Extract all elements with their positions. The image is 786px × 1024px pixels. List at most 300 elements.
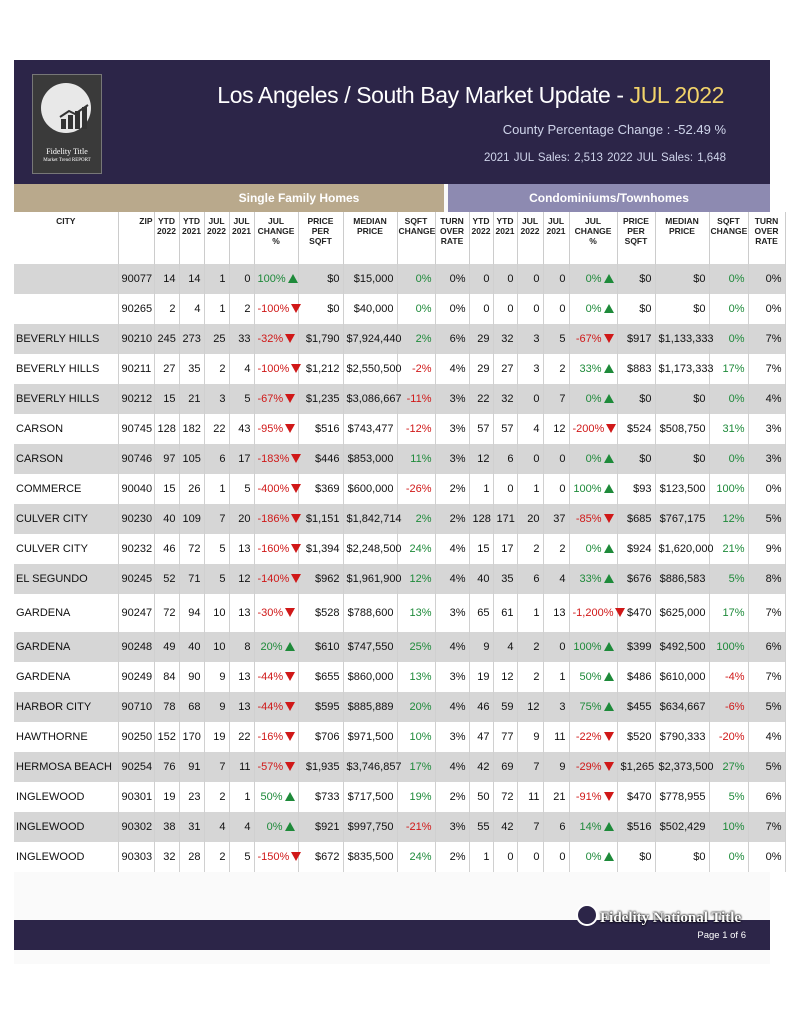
cell-value: 35 (188, 363, 201, 375)
condo-ytd-2021-cell (493, 384, 517, 414)
cell-value: 13 (238, 607, 251, 619)
logo-text (35, 147, 99, 165)
cell-value: -6% (724, 701, 745, 713)
cell-value: 21% (722, 543, 745, 555)
ytd-2021-cell (179, 632, 204, 662)
zip-cell (118, 294, 154, 324)
ytd-2021-cell (179, 354, 204, 384)
cell-value: 10% (409, 731, 432, 743)
arrow-up-icon (285, 822, 295, 831)
cell-value: 13 (238, 701, 251, 713)
cell-value: 8 (244, 641, 251, 653)
cell-value: $634,667 (659, 701, 706, 713)
cell-value: 2% (449, 513, 466, 525)
cell-value: 0% (585, 303, 602, 315)
condo-sqft-change-cell (709, 474, 748, 504)
cell-value: $0 (639, 851, 652, 863)
jul-2021-cell (229, 564, 254, 594)
cell-value: 2 (533, 641, 540, 653)
condo-price-per-sqft-cell (617, 264, 655, 294)
cell-value: 0% (449, 273, 466, 285)
cell-value: -26% (405, 483, 432, 495)
cell-value: 61 (501, 607, 514, 619)
cell-value: $886,583 (659, 573, 706, 585)
jul-change-cell (254, 474, 298, 504)
title-month: JUL 2022 (629, 82, 724, 108)
cell-value: 32 (501, 393, 514, 405)
cell-value: 77 (501, 731, 514, 743)
cell-value: 71 (188, 573, 201, 585)
cell-value: $455 (627, 701, 652, 713)
sales-summary: 2021 JUL Sales: 2,513 2022 JUL Sales: 1,648 (483, 152, 726, 164)
cell-value: $3,746,857 (346, 761, 402, 773)
cell-value: $860,000 (347, 671, 394, 683)
ytd-2022-cell (154, 414, 179, 444)
condo-jul-2022-cell (517, 474, 543, 504)
condo-jul-2021-cell (543, 474, 569, 504)
condo-jul-change-cell (569, 294, 617, 324)
condo-turnover-cell (748, 662, 785, 692)
condo-jul-change-cell (569, 842, 617, 872)
condo-ytd-2021-cell (493, 534, 517, 564)
cell-value: 31 (188, 821, 201, 833)
condo-price-per-sqft-cell (617, 692, 655, 722)
jul-change-cell (254, 594, 298, 632)
cell-value: 0% (765, 483, 782, 495)
table-row (14, 842, 785, 872)
turnover-cell (435, 324, 469, 354)
cell-value: 84 (163, 671, 176, 683)
cell-value: 1 (219, 303, 226, 315)
cell-value: 68 (188, 701, 201, 713)
cell-value: 72 (501, 791, 514, 803)
cell-value: 4 (533, 423, 540, 435)
cell-value: $0 (693, 273, 706, 285)
condo-jul-2022-cell (517, 444, 543, 474)
cell-value: 20% (260, 641, 283, 653)
price-per-sqft-cell (298, 324, 343, 354)
condo-jul-change-cell (569, 812, 617, 842)
cell-value: $93 (633, 483, 652, 495)
median-price-cell (343, 444, 397, 474)
cell-value: $508,750 (659, 423, 706, 435)
condo-median-price-cell (655, 414, 709, 444)
cell-value: 29 (477, 363, 490, 375)
jul-change-cell (254, 662, 298, 692)
condo-turnover-cell (748, 632, 785, 662)
cell-value: 128 (157, 423, 176, 435)
cell-value: 5% (765, 513, 782, 525)
jul-2022-cell (204, 474, 229, 504)
condo-sqft-change-cell (709, 444, 748, 474)
cell-value: 0 (507, 273, 514, 285)
cell-value: 0 (559, 641, 566, 653)
turnover-cell (435, 264, 469, 294)
cell-value: $885,889 (347, 701, 394, 713)
cell-value: 4 (559, 573, 566, 585)
ytd-2022-cell (154, 632, 179, 662)
table-row (14, 324, 785, 354)
cell-value: -200% (572, 423, 605, 435)
cell-value: 0 (507, 483, 514, 495)
jul-2021-cell (229, 504, 254, 534)
col-header: YTD 2022 (154, 212, 179, 264)
jul-change-cell (254, 444, 298, 474)
cell-value: 78 (163, 701, 176, 713)
cell-value: $1,620,000 (658, 543, 714, 555)
price-per-sqft-cell (298, 294, 343, 324)
condo-price-per-sqft-cell (617, 474, 655, 504)
condo-ytd-2022-cell (469, 564, 493, 594)
cell-value: 90230 (121, 513, 153, 525)
cell-value: 19% (409, 791, 432, 803)
ytd-2021-cell (179, 722, 204, 752)
cell-value: 2 (533, 543, 540, 555)
condo-jul-2021-cell (543, 414, 569, 444)
cell-value: 11 (554, 731, 566, 743)
condo-ytd-2022-cell (469, 692, 493, 722)
condo-ytd-2022-cell (469, 812, 493, 842)
condo-jul-2022-cell (517, 722, 543, 752)
median-price-cell (343, 534, 402, 564)
arrow-down-icon (606, 424, 616, 433)
condo-ytd-2021-cell (493, 812, 517, 842)
cell-value: 19 (163, 791, 176, 803)
cell-value: 23 (188, 791, 201, 803)
cell-value: 5% (765, 701, 782, 713)
arrow-down-icon (285, 702, 295, 711)
condo-ytd-2021-cell (493, 444, 517, 474)
cell-value: $0 (639, 303, 652, 315)
arrow-down-icon (291, 852, 301, 861)
condo-jul-2022-cell (517, 354, 543, 384)
sqft-change-cell (397, 594, 435, 632)
ytd-2022-cell (154, 812, 179, 842)
jul-2021-cell (229, 662, 254, 692)
condo-jul-change-cell (569, 722, 617, 752)
condo-jul-2021-cell (543, 594, 569, 632)
cell-value: INGLEWOOD (16, 791, 85, 803)
ytd-2021-cell (179, 564, 204, 594)
cell-value: 4% (449, 573, 466, 585)
condo-turnover-cell (748, 504, 785, 534)
cell-value: 0% (585, 851, 602, 863)
turnover-cell (435, 692, 469, 722)
arrow-up-icon (604, 544, 614, 553)
condo-jul-change-cell (569, 692, 617, 722)
median-price-cell (343, 384, 402, 414)
cell-value: $7,924,440 (346, 333, 402, 345)
cell-value: 109 (182, 513, 201, 525)
median-price-cell (343, 414, 397, 444)
zip-cell (118, 474, 154, 504)
cell-value: $778,955 (659, 791, 706, 803)
cell-value: 3% (449, 821, 466, 833)
cell-value: 21 (188, 393, 201, 405)
arrow-up-icon (604, 274, 614, 283)
price-per-sqft-cell (298, 414, 343, 444)
condo-jul-2022-cell (517, 534, 543, 564)
cell-value: 32 (163, 851, 176, 863)
sqft-change-cell (397, 324, 435, 354)
city-cell (14, 632, 118, 662)
ytd-2021-cell (179, 324, 204, 354)
cell-value: INGLEWOOD (16, 851, 85, 863)
arrow-down-icon (291, 484, 301, 493)
price-per-sqft-cell (298, 504, 343, 534)
table-row (14, 632, 785, 662)
cell-value: $747,550 (347, 641, 394, 653)
cell-value: 76 (163, 761, 176, 773)
zip-cell (118, 564, 154, 594)
condo-price-per-sqft-cell (617, 632, 655, 662)
cell-value: 5 (244, 851, 251, 863)
cell-value: 7 (219, 513, 226, 525)
sqft-change-cell (397, 782, 435, 812)
condo-turnover-cell (748, 722, 785, 752)
condo-ytd-2021-cell (493, 324, 517, 354)
condo-jul-change-cell (569, 444, 617, 474)
cell-value: 7% (765, 821, 782, 833)
jul-change-cell (254, 752, 298, 782)
page-number: Page 1 of 6 (697, 930, 746, 941)
ytd-2022-cell (154, 264, 179, 294)
col-header: JUL 2021 (229, 212, 254, 264)
condo-ytd-2022-cell (469, 782, 493, 812)
cell-value: 6 (559, 821, 566, 833)
condo-median-price-cell (655, 632, 709, 662)
condo-jul-change-cell (569, 354, 617, 384)
cell-value: $924 (627, 543, 652, 555)
chart-emblem-icon (41, 83, 91, 133)
turnover-cell (435, 444, 469, 474)
city-cell (14, 662, 118, 692)
turnover-cell (435, 812, 469, 842)
price-per-sqft-cell (298, 842, 343, 872)
cell-value: $1,394 (305, 543, 340, 555)
turnover-cell (435, 842, 469, 872)
col-header: SQFT CHANGE (397, 212, 435, 264)
cell-value: $610 (315, 641, 340, 653)
jul-2022-cell (204, 662, 229, 692)
cell-value: 0% (415, 273, 432, 285)
cell-value: -20% (718, 731, 745, 743)
cell-value: HARBOR CITY (16, 701, 92, 713)
condo-jul-2022-cell (517, 414, 543, 444)
ytd-2021-cell (179, 752, 204, 782)
table-row (14, 474, 785, 504)
zip-cell (118, 722, 154, 752)
cell-value: 3% (449, 393, 466, 405)
ytd-2022-cell (154, 692, 179, 722)
cell-value: 7 (533, 821, 540, 833)
jul-2021-cell (229, 594, 254, 632)
seal-icon (576, 904, 598, 926)
condo-turnover-cell (748, 474, 785, 504)
fidelity-national-title-logo (576, 904, 741, 927)
cell-value: $516 (627, 821, 652, 833)
cell-value: $962 (315, 573, 340, 585)
condo-jul-change-cell (569, 324, 617, 354)
condo-ytd-2021-cell (493, 594, 517, 632)
arrow-down-icon (604, 732, 614, 741)
condo-ytd-2021-cell (493, 692, 517, 722)
footer-brand: Fidelity National Title (600, 910, 742, 926)
cell-value: 0 (533, 273, 540, 285)
table-row (14, 534, 785, 564)
condo-ytd-2022-cell (469, 752, 493, 782)
condo-jul-2022-cell (517, 692, 543, 722)
ytd-2022-cell (154, 752, 179, 782)
cell-value: 2 (533, 671, 540, 683)
condo-ytd-2021-cell (493, 564, 517, 594)
table-row (14, 354, 785, 384)
cell-value: $524 (627, 423, 652, 435)
condo-ytd-2021-cell (493, 752, 517, 782)
cell-value: $2,248,500 (346, 543, 402, 555)
sqft-change-cell (397, 534, 435, 564)
turnover-cell (435, 384, 469, 414)
cell-value: $921 (315, 821, 340, 833)
cell-value: 17 (238, 453, 251, 465)
cell-value: 2 (169, 303, 176, 315)
cell-value: 3% (449, 453, 466, 465)
condo-jul-2022-cell (517, 662, 543, 692)
table-row (14, 722, 785, 752)
cell-value: -12% (405, 423, 432, 435)
jul-change-cell (254, 782, 298, 812)
cell-value: 20 (238, 513, 251, 525)
condo-turnover-cell (748, 812, 785, 842)
price-per-sqft-cell (298, 692, 343, 722)
cell-value: 17 (501, 543, 514, 555)
turnover-cell (435, 354, 469, 384)
condo-jul-change-cell (569, 384, 617, 414)
cell-value: -16% (257, 731, 284, 743)
ytd-2021-cell (179, 812, 204, 842)
condo-jul-2022-cell (517, 324, 543, 354)
cell-value: HAWTHORNE (16, 731, 88, 743)
cell-value: 6 (507, 453, 514, 465)
cell-value: 22 (238, 731, 251, 743)
arrow-up-icon (288, 274, 298, 283)
cell-value: 14 (188, 273, 201, 285)
arrow-down-icon (285, 394, 295, 403)
table-row (14, 692, 785, 722)
cell-value: 25 (213, 333, 226, 345)
condo-ytd-2022-cell (469, 414, 493, 444)
ytd-2021-cell (179, 692, 204, 722)
table-row (14, 414, 785, 444)
cell-value: -100% (257, 303, 290, 315)
cell-value: $3,086,667 (346, 393, 402, 405)
cell-value: 20 (527, 513, 540, 525)
jul-2021-cell (229, 444, 254, 474)
cell-value: 105 (182, 453, 201, 465)
cell-value: $917 (627, 333, 652, 345)
cell-value: 1 (533, 607, 540, 619)
condo-ytd-2021-cell (493, 294, 517, 324)
arrow-down-icon (291, 304, 301, 313)
condo-jul-2021-cell (543, 782, 569, 812)
arrow-down-icon (285, 672, 295, 681)
ytd-2021-cell (179, 474, 204, 504)
cell-value: 3 (559, 701, 566, 713)
jul-change-cell (254, 842, 298, 872)
ytd-2022-cell (154, 474, 179, 504)
condo-ytd-2022-cell (469, 534, 493, 564)
cell-value: 55 (477, 821, 490, 833)
jul-2021-cell (229, 474, 254, 504)
jul-change-cell (254, 354, 298, 384)
jul-2022-cell (204, 504, 229, 534)
city-cell (14, 594, 118, 632)
col-header: JUL CHANGE % (569, 212, 617, 264)
cell-value: 9 (219, 701, 226, 713)
price-per-sqft-cell (298, 752, 343, 782)
median-price-cell (343, 842, 397, 872)
cell-value: BEVERLY HILLS (16, 393, 100, 405)
cell-value: 90247 (121, 607, 153, 619)
cell-value: 9 (483, 641, 490, 653)
price-per-sqft-cell (298, 632, 343, 662)
cell-value: 1 (244, 791, 251, 803)
ytd-2022-cell (154, 564, 179, 594)
bar-chart-icon (59, 105, 89, 129)
cell-value: 3 (219, 393, 226, 405)
cell-value: CULVER CITY (16, 513, 88, 525)
cell-value: -140% (257, 573, 290, 585)
price-per-sqft-cell (298, 812, 343, 842)
zip-cell (118, 594, 154, 632)
cell-value: 4 (507, 641, 514, 653)
table-row (14, 752, 785, 782)
ytd-2021-cell (179, 662, 204, 692)
condo-price-per-sqft-cell (617, 354, 655, 384)
cell-value: 22 (477, 393, 490, 405)
cell-value: 75% (579, 701, 602, 713)
cell-value: 90210 (121, 333, 153, 345)
cell-value: 13 (238, 543, 251, 555)
cell-value: -400% (257, 483, 290, 495)
arrow-up-icon (285, 642, 295, 651)
cell-value: 25% (409, 641, 432, 653)
cell-value: $502,429 (659, 821, 706, 833)
cell-value: 0 (244, 273, 251, 285)
col-header: TURN OVER RATE (435, 212, 469, 264)
jul-2022-cell (204, 534, 229, 564)
condo-turnover-cell (748, 324, 785, 354)
cell-value: 7% (765, 607, 782, 619)
cell-value: 5% (728, 573, 745, 585)
median-price-cell (343, 354, 402, 384)
cell-value: 57 (501, 423, 514, 435)
cell-value: 7% (765, 333, 782, 345)
cell-value: 40 (477, 573, 490, 585)
jul-2021-cell (229, 842, 254, 872)
cell-value: 7 (559, 393, 566, 405)
city-cell (14, 384, 118, 414)
table-row (14, 782, 785, 812)
sqft-change-cell (397, 662, 435, 692)
turnover-cell (435, 722, 469, 752)
condo-median-price-cell (655, 594, 709, 632)
cell-value: 59 (501, 701, 514, 713)
condo-price-per-sqft-cell (617, 444, 655, 474)
condo-ytd-2022-cell (469, 354, 493, 384)
condo-median-price-cell (655, 504, 709, 534)
cell-value: $0 (693, 851, 706, 863)
